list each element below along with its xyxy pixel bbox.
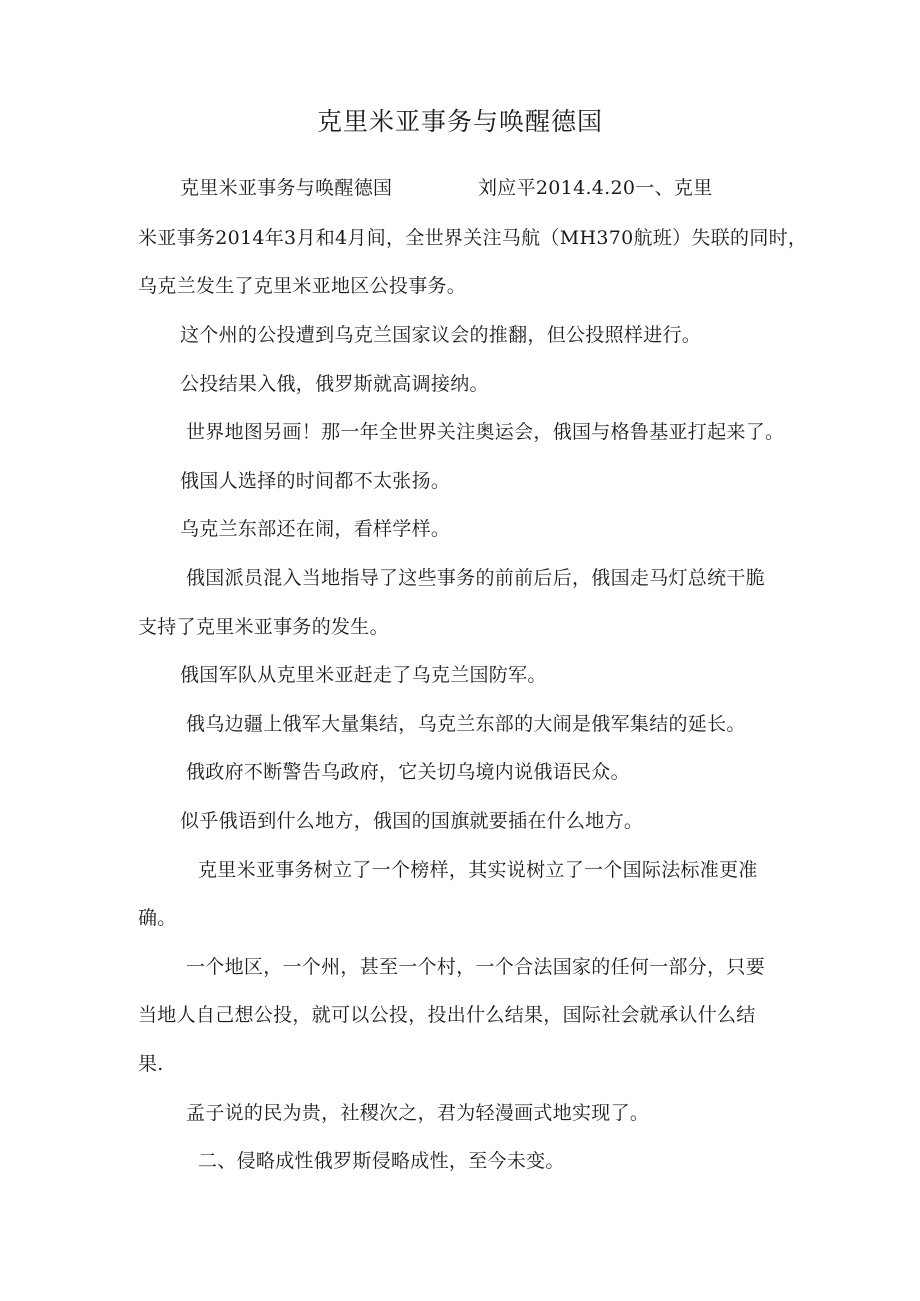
body-line: 公投结果入俄，俄罗斯就高调接纳。 [180,373,489,395]
body-line: 一个地区，一个州，甚至一个村，一个合法国家的任何一部分，只要 [186,956,766,978]
body-line: 世界地图另画！那一年全世界关注奥运会，俄国与格鲁基亚打起来了。 [186,421,785,443]
header-author-date: 刘应平2014.4.20一、克里 [478,177,713,199]
body-line: 当地人自己想公投，就可以公投，投出什么结果，国际社会就承认什么结 [138,1004,756,1026]
body-line: 米亚事务2014年3月和4月间，全世界关注马航（MH370航班）失联的同时， [138,227,808,249]
body-line: 二、侵略成性俄罗斯侵略成性，至今未变。 [198,1150,565,1172]
body-line: 俄国军队从克里米亚赶走了乌克兰国防军。 [180,664,547,686]
body-line: 确。 [138,907,177,929]
body-line: 俄国人选择的时间都不太张扬。 [180,470,451,492]
header-title: 克里米亚事务与唤醒德国 [180,177,393,199]
body-line: 俄乌边疆上俄军大量集结，乌克兰东部的大闹是俄军集结的延长。 [186,713,746,735]
body-line: 支持了克里米亚事务的发生。 [138,616,389,638]
body-line: 乌克兰东部还在闹，看样学样。 [180,518,451,540]
body-line: 果. [138,1053,164,1075]
document-title: 克里米亚事务与唤醒德国 [316,107,603,136]
body-line: 孟子说的民为贵，社稷次之，君为轻漫画式地实现了。 [186,1102,650,1124]
body-line: 克里米亚事务树立了一个榜样，其实说树立了一个国际法标准更准 [198,859,758,881]
body-line: 这个州的公投遭到乌克兰国家议会的推翻，但公投照样进行。 [180,324,702,346]
body-line: 乌克兰发生了克里米亚地区公投事务。 [138,275,467,297]
body-line: 俄国派员混入当地指导了这些事务的前前后后，俄国走马灯总统干脆 [186,567,766,589]
body-line: 俄政府不断警告乌政府，它关切乌境内说俄语民众。 [186,761,630,783]
body-line: 似乎俄语到什么地方，俄国的国旗就要插在什么地方。 [180,810,644,832]
